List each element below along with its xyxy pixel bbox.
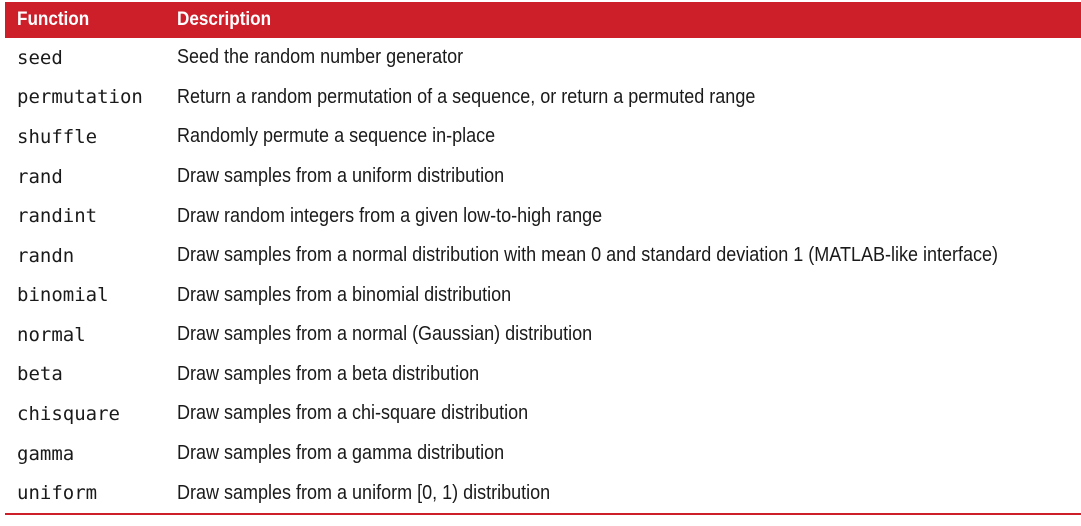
table-bottom-rule [5, 513, 1081, 515]
function-description: Randomly permute a sequence in-place [177, 125, 496, 148]
function-name: rand [17, 165, 63, 188]
description-cell [177, 125, 1081, 148]
table-row [5, 434, 1081, 474]
function-name: beta [17, 363, 63, 386]
column-header-description: Description [177, 9, 272, 30]
function-name: uniform [17, 482, 98, 505]
table-row [5, 473, 1081, 513]
function-description: Seed the random number generator [177, 46, 464, 69]
description-cell [177, 165, 1081, 188]
description-cell [177, 402, 1081, 425]
table-row [5, 394, 1081, 434]
function-name: gamma [17, 442, 75, 465]
table-row [5, 157, 1081, 197]
table-row [5, 78, 1081, 118]
description-cell [177, 244, 1081, 267]
function-name: randn [17, 244, 75, 267]
header-cell-function [5, 9, 177, 31]
function-name: permutation [17, 86, 143, 109]
function-description: Draw samples from a binomial distribution [177, 283, 512, 306]
description-cell [177, 482, 1081, 505]
function-name: randint [17, 205, 98, 228]
table-row [5, 117, 1081, 157]
function-description: Return a random permutation of a sequence, or return a permuted range [177, 85, 756, 108]
description-cell [177, 86, 1081, 109]
table-row [5, 275, 1081, 315]
function-description: Draw samples from a beta distribution [177, 362, 480, 385]
function-name: seed [17, 46, 63, 69]
description-cell [177, 205, 1081, 228]
function-description: Draw samples from a gamma distribution [177, 442, 505, 465]
function-name: shuffle [17, 125, 98, 148]
table-row [5, 236, 1081, 276]
table-row [5, 355, 1081, 395]
table-row [5, 38, 1081, 78]
function-name: normal [17, 323, 86, 346]
description-cell [177, 46, 1081, 69]
function-name: chisquare [17, 402, 120, 425]
table-body [5, 38, 1081, 513]
table-header-row [5, 2, 1081, 38]
description-cell [177, 363, 1081, 386]
function-description: Draw samples from a normal (Gaussian) distribution [177, 323, 593, 346]
functions-table [5, 2, 1081, 515]
function-description: Draw samples from a normal distribution with mean 0 and standard deviation 1 (MATLAB-like interface) [177, 244, 999, 267]
function-description: Draw samples from a uniform distribution [177, 165, 505, 188]
description-cell [177, 323, 1081, 346]
table-row [5, 196, 1081, 236]
header-cell-description [177, 9, 1081, 31]
function-description: Draw samples from a chi-square distribution [177, 402, 529, 425]
function-name: binomial [17, 284, 109, 307]
column-header-function: Function [17, 9, 90, 30]
table-row [5, 315, 1081, 355]
description-cell [177, 284, 1081, 307]
description-cell [177, 442, 1081, 465]
function-description: Draw samples from a uniform [0, 1) distribution [177, 481, 551, 504]
function-description: Draw random integers from a given low-to-high range [177, 204, 603, 227]
